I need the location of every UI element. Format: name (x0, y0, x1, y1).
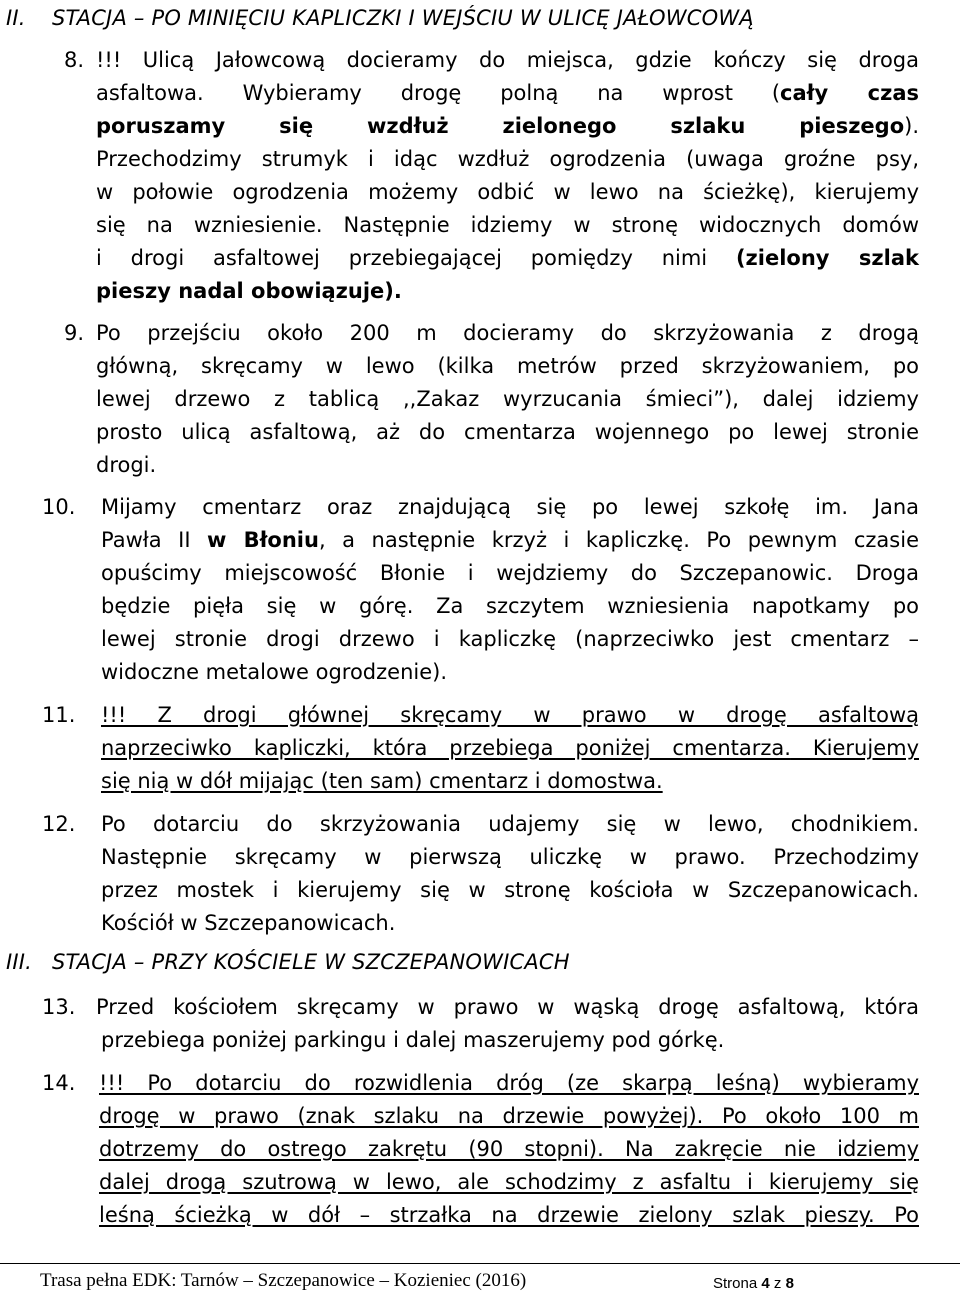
item-13-text: Przed kościołem skręcamy w prawo w wąską drogę asfaltową, która przebiega poniżej parkingu i dalej maszerujemy pod górkę. (96, 995, 919, 1052)
item-number-13: 13. (42, 995, 76, 1019)
item-12-text: Po dotarciu do skrzyżowania udajemy się w lewo, chodnikiem. Następnie skręcamy w pierwszą uliczkę w prawo. Przechodzimy przez mostek i kierujemy się w stronę kościoła w Szczepanowicach. Kościół w Szczepanowicach. (101, 812, 919, 935)
item-number-11: 11. (42, 703, 76, 727)
item-number-8: 8. (64, 48, 85, 72)
item-10-text: Mijamy cmentarz oraz znajdującą się po lewej szkołę im. Jana Pawła II w Błoniu, a następnie krzyż i kapliczkę. Po pewnym czasie opuścimy miejscowość Błonie i wejdziemy do Szczepanowic. Droga będzie pięła się w górę. Za szczytem wzniesienia napotkamy po lewej stronie drogi drzewo i kapliczkę (naprzeciwko jest cmentarz – widoczne metalowe ogrodzenie). (101, 495, 919, 684)
item-8-text: !!! Ulicą Jałowcową docieramy do miejsca, gdzie kończy się droga asfaltowa. Wybieramy drogę polną na wprost (cały czas poruszamy się wzdłuż zielonego szlaku pieszego). Przechodzimy strumyk i idąc wzdłuż ogrodzenia (uwaga groźne psy, w połowie ogrodzenia możemy odbić w lewo na ścieżkę), kierujemy się na wzniesienie. Następnie idziemy w stronę widocznych domów i drogi asfaltowej przebiegającej pomiędzy nimi (zielony szlak pieszy nadal obowiązuje). (96, 48, 920, 303)
item-11-text: !!! Z drogi głównej skręcamy w prawo w drogę asfaltową naprzeciwko kapliczki, która przebiega poniżej cmentarza. Kierujemy się nią w dół mijając (ten sam) cmentarz i domostwa. (101, 703, 919, 793)
footer-page-number: Strona 4 z 8 (713, 1275, 794, 1292)
item-number-14: 14. (42, 1071, 76, 1095)
item-14-text: !!! Po dotarciu do rozwidlenia dróg (ze skarpą leśną) wybieramy drogę w prawo (znak szlaku na drzewie powyżej). Po około 100 m dotrzemy do ostrego zakrętu (90 stopni). Na zakręcie nie idziemy dalej drogą szutrową w lewo, ale schodzimy z asfaltu i kierujemy się leśną ścieżką w dół – strzałka na drzewie zielony szlak pieszy. Po (99, 1071, 919, 1227)
item-number-10: 10. (42, 495, 76, 519)
footer-route-title: Trasa pełna EDK: Tarnów – Szczepanowice – Kozieniec (2016) (40, 1270, 527, 1291)
section-heading-ii: II. STACJA – PO MINIĘCIU KAPLICZKI I WEJŚCIU W ULICĘ JAŁOWCOWĄ (6, 6, 754, 30)
section-heading-iii: III. STACJA – PRZY KOŚCIELE W SZCZEPANOWICACH (6, 950, 570, 974)
item-number-12: 12. (42, 812, 76, 836)
footer-divider (0, 1263, 960, 1264)
item-9-text: Po przejściu około 200 m docieramy do skrzyżowania z drogą główną, skręcamy w lewo (kilka metrów przed skrzyżowaniem, po lewej drzewo z tablicą ,,Zakaz wyrzucania śmieci”), dalej idziemy prosto ulicą asfaltową, aż do cmentarza wojennego po lewej stronie drogi. (96, 321, 919, 477)
item-number-9: 9. (64, 321, 85, 345)
